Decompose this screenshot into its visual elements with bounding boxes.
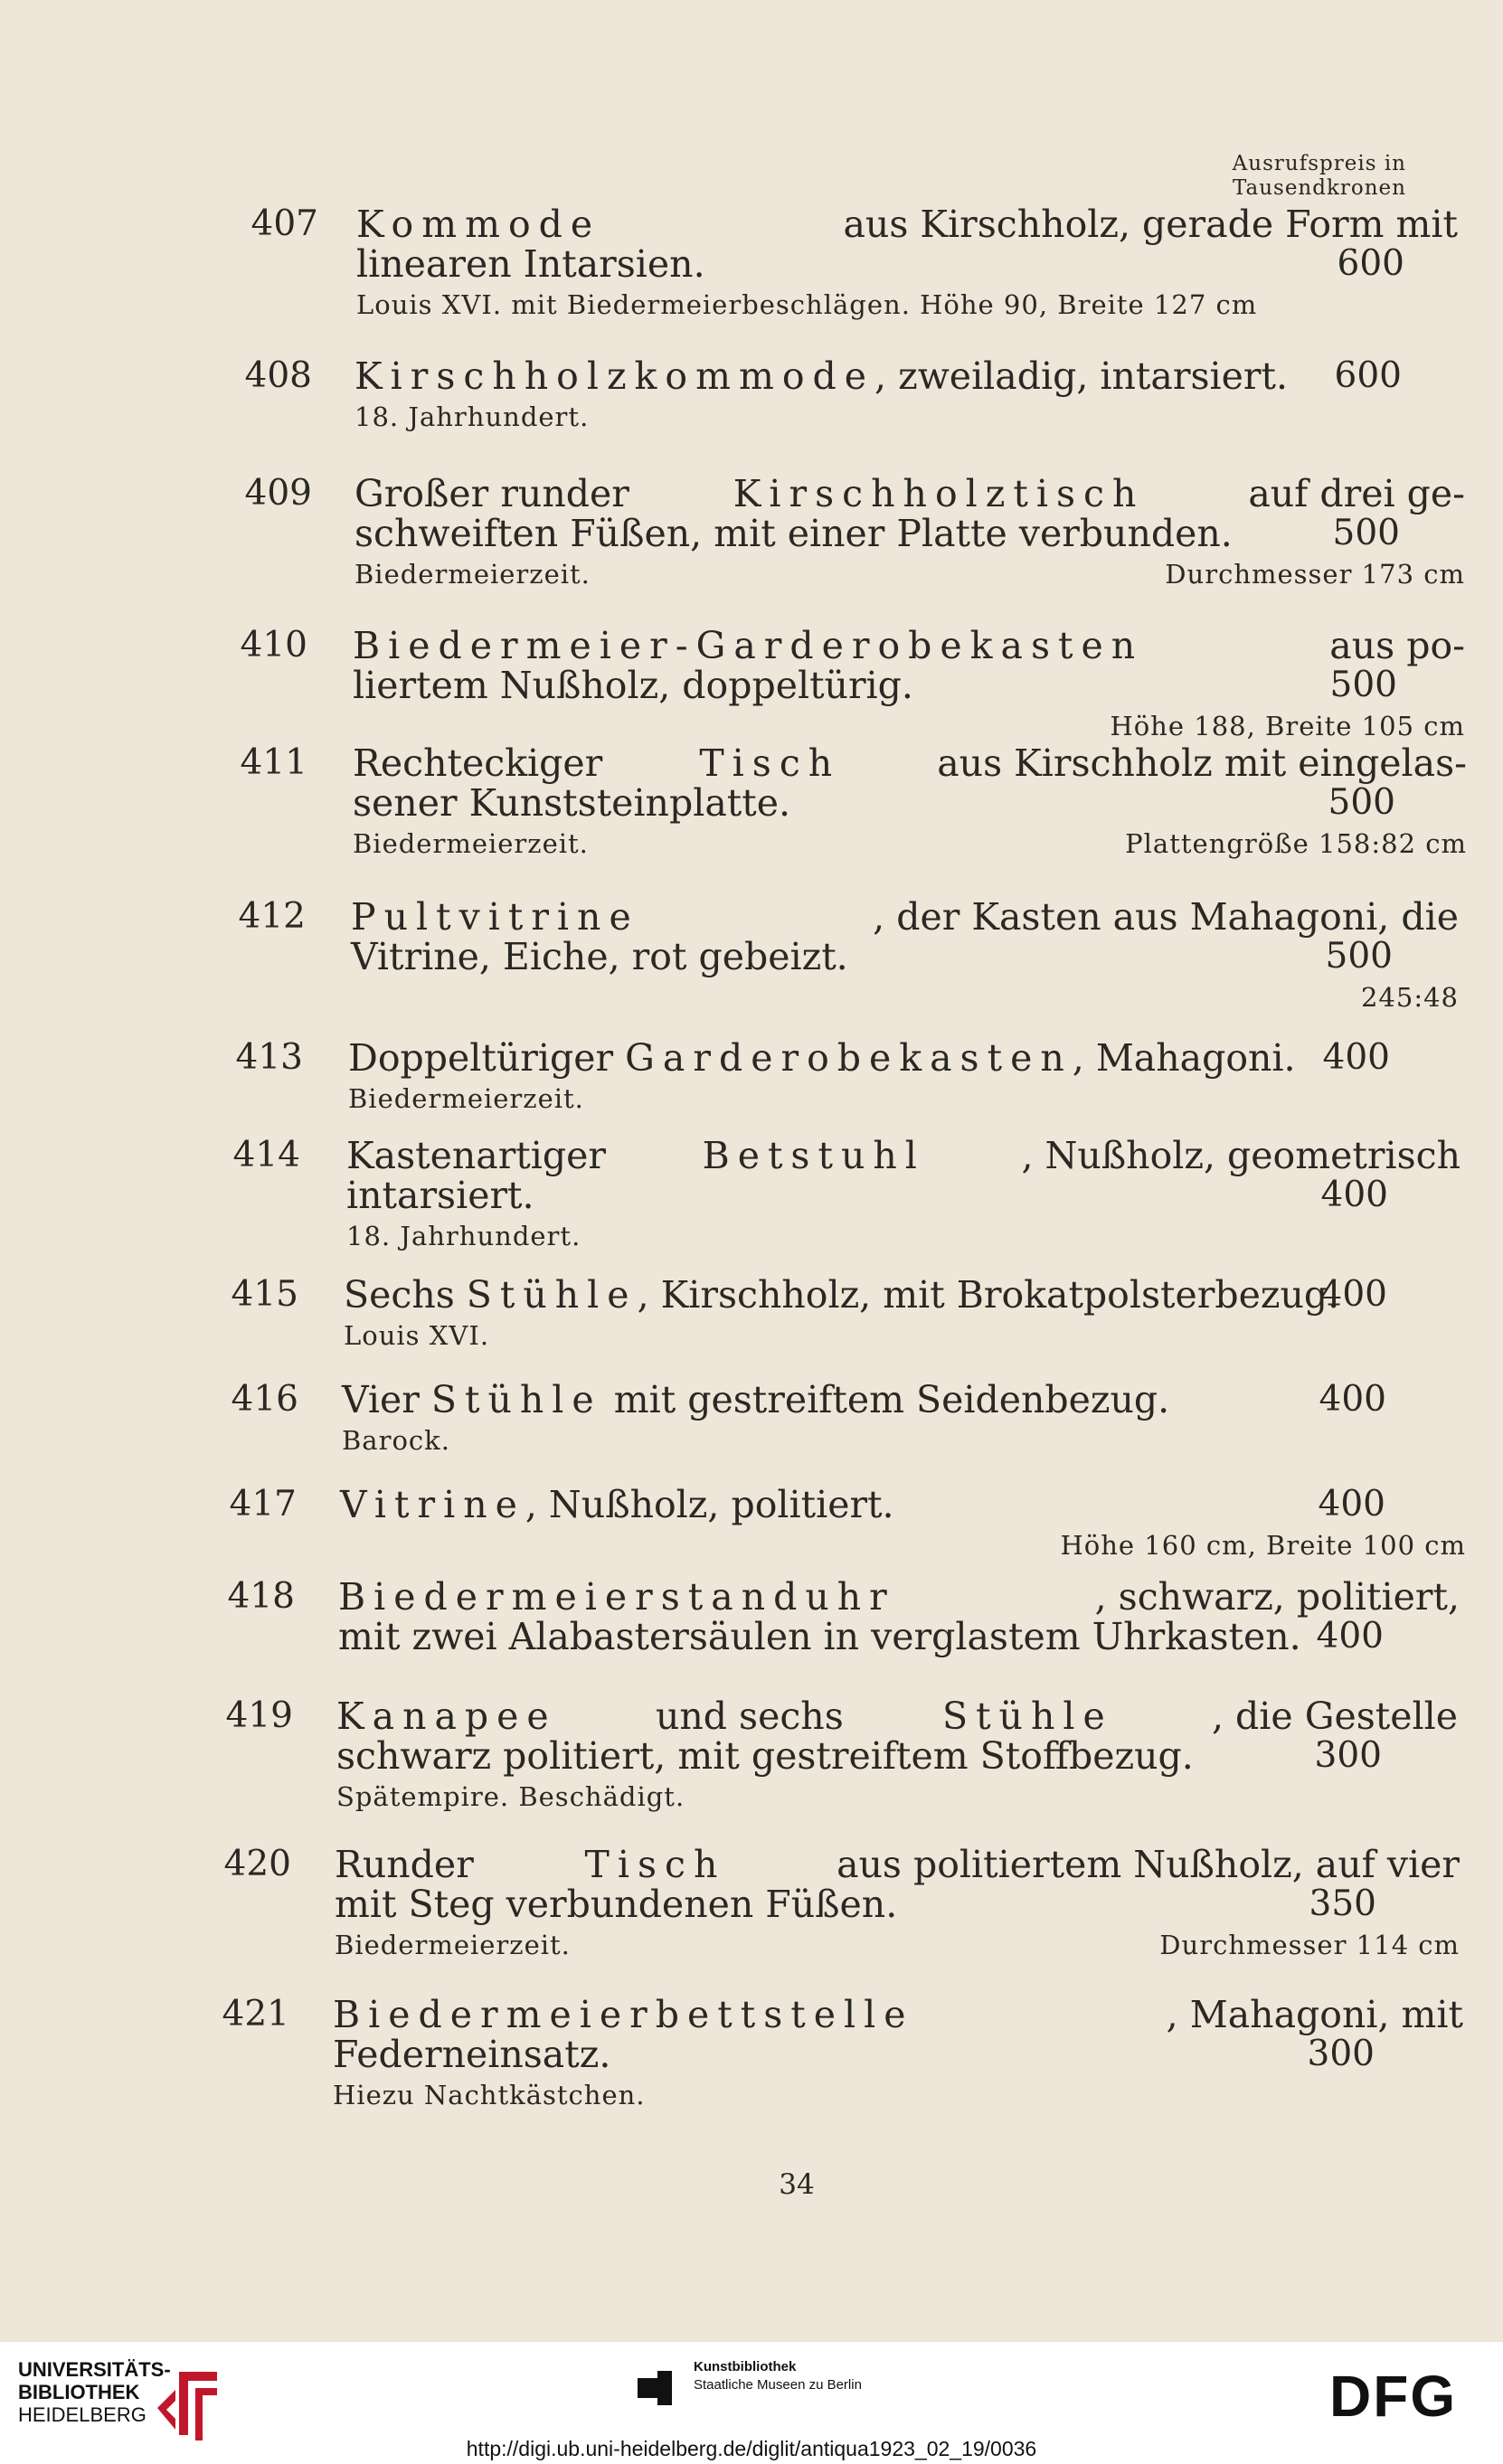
lot-note: Biedermeierzeit. xyxy=(335,1930,571,1960)
spaced-keyword: Kirschholzkommode xyxy=(354,354,875,398)
lot-description xyxy=(336,1696,1458,1817)
lot-details xyxy=(356,284,1458,326)
lot-number: 407 xyxy=(250,203,318,244)
svg-text:DFG: DFG xyxy=(1329,2365,1458,2429)
description-line xyxy=(338,1617,1460,1657)
description-text: schwarz politiert, mit gestreiftem Stoffbezug. xyxy=(336,1734,1194,1778)
lot-dimensions: 245:48 xyxy=(1360,982,1459,1013)
description-text: , Kirschholz, mit Brokatpolsterbezug. xyxy=(637,1273,1340,1317)
description-text: sener Kunststeinplatte. xyxy=(353,781,791,825)
spaced-keyword: Stühle xyxy=(466,1273,638,1317)
lot-description xyxy=(338,1577,1460,1657)
footer-bar xyxy=(0,2342,1503,2464)
description-text: , Mahagoni, mit xyxy=(1166,1993,1463,2036)
lot-price: 300 xyxy=(1307,2034,1375,2074)
lot-number: 417 xyxy=(229,1484,297,1525)
lot-price: 400 xyxy=(1319,1274,1387,1315)
description-text: aus politiertem Nußholz, auf vier xyxy=(837,1843,1460,1886)
lot-price: 400 xyxy=(1318,1484,1385,1525)
description-text: mit zwei Alabastersäulen in verglastem Uhrkasten. xyxy=(338,1615,1301,1658)
description-text: Federneinsatz. xyxy=(333,2033,611,2076)
spaced-keyword: Kanapee xyxy=(336,1695,557,1738)
lot-description xyxy=(353,626,1465,747)
kunstbibliothek-logo[interactable]: Kunstbibliothek Staatliche Museen zu Berlin xyxy=(638,2358,873,2412)
lot-price: 500 xyxy=(1325,936,1393,977)
lot-dimensions: Plattengröße 158:82 cm xyxy=(1125,828,1467,859)
lot-price: 500 xyxy=(1332,513,1400,553)
lot-details xyxy=(342,1420,1468,1461)
lot-price: 350 xyxy=(1309,1883,1376,1924)
lot-dimensions: Höhe 160 cm, Breite 100 cm xyxy=(1060,1530,1466,1561)
lot-note: Hiezu Nachtkästchen. xyxy=(333,2080,646,2110)
lot-details xyxy=(346,1215,1460,1257)
description-line xyxy=(336,1736,1458,1776)
description-text: aus Kirschholz mit eingelas- xyxy=(937,741,1467,785)
lot-number: 419 xyxy=(225,1695,293,1736)
description-line xyxy=(353,743,1467,783)
description-text: Rechteckiger xyxy=(353,741,603,785)
description-line xyxy=(333,1995,1463,2034)
lot-number: 415 xyxy=(231,1274,298,1315)
description-text: Kastenartiger xyxy=(346,1134,606,1177)
lot-note: Biedermeierzeit. xyxy=(354,559,591,590)
spaced-keyword: Kirschholztisch xyxy=(733,472,1145,515)
description-line xyxy=(335,1845,1460,1884)
lot-number: 412 xyxy=(238,896,306,937)
description-line xyxy=(346,1136,1460,1175)
lot-number: 413 xyxy=(235,1037,303,1078)
lot-description xyxy=(351,897,1459,1018)
spaced-keyword: Garderobekasten xyxy=(625,1036,1073,1080)
lot-dimensions: Durchmesser 114 cm xyxy=(1159,1930,1460,1960)
description-text: Doppeltüriger xyxy=(348,1036,626,1080)
lot-number: 411 xyxy=(240,742,307,783)
ub-emblem-icon xyxy=(154,2363,226,2444)
lot-dimensions: Durchmesser 173 cm xyxy=(1165,559,1465,590)
permalink-url[interactable]: http://digi.ub.uni-heidelberg.de/diglit/antiqua1923_02_19/0036 xyxy=(466,2437,1037,2460)
description-text: aus Kirschholz, gerade Form mit xyxy=(843,203,1458,246)
lot-number: 416 xyxy=(231,1379,298,1420)
description-text: mit Steg verbundenen Füßen. xyxy=(335,1883,898,1926)
spaced-keyword: Betstuhl xyxy=(702,1134,925,1177)
lot-description xyxy=(353,743,1467,864)
lot-dimensions: Höhe 188, Breite 105 cm xyxy=(1110,711,1465,741)
description-text: auf drei ge- xyxy=(1248,472,1465,515)
lot-price: 400 xyxy=(1322,1037,1390,1078)
description-line xyxy=(336,1696,1458,1736)
lot-description xyxy=(348,1038,1460,1119)
lot-number: 414 xyxy=(232,1135,300,1175)
description-text: , schwarz, politiert, xyxy=(1094,1575,1460,1619)
description-line xyxy=(354,474,1465,514)
description-text: Vier xyxy=(342,1378,431,1421)
lot-description xyxy=(346,1136,1460,1257)
spaced-keyword: Stühle xyxy=(430,1378,602,1421)
lot-details xyxy=(354,396,1462,438)
description-text: Vitrine, Eiche, rot gebeizt. xyxy=(351,935,848,978)
lot-price: 400 xyxy=(1320,1175,1388,1215)
lot-details xyxy=(336,1776,1458,1817)
description-text: , Nußholz, politiert. xyxy=(525,1483,894,1526)
spaced-keyword: Pultvitrine xyxy=(351,895,639,939)
description-line xyxy=(356,244,1458,284)
lot-note: Barock. xyxy=(342,1425,450,1456)
lot-number: 418 xyxy=(227,1576,295,1617)
description-line xyxy=(351,937,1459,977)
lot-number: 408 xyxy=(244,355,312,396)
lot-price: 500 xyxy=(1329,665,1397,705)
description-text: Großer runder xyxy=(354,472,629,515)
description-text: liertem Nußholz, doppeltürig. xyxy=(353,664,913,707)
description-line xyxy=(353,666,1465,705)
kunstbibliothek-emblem-icon xyxy=(638,2367,683,2408)
spaced-keyword: Biedermeier-Garderobekasten xyxy=(353,624,1144,667)
description-text: , Nußholz, geometrisch xyxy=(1021,1134,1460,1177)
description-text: , Mahagoni. xyxy=(1072,1036,1296,1080)
description-text: und sechs xyxy=(655,1695,844,1738)
lot-price: 500 xyxy=(1328,782,1395,823)
spaced-keyword: Biedermeierstanduhr xyxy=(338,1575,895,1619)
description-text: , die Gestelle xyxy=(1211,1695,1458,1738)
lot-number: 409 xyxy=(244,473,312,514)
lot-description xyxy=(356,204,1458,326)
description-text: Sechs xyxy=(344,1273,467,1317)
lot-description xyxy=(354,356,1462,438)
lot-number: 410 xyxy=(240,625,307,666)
spaced-keyword: Biedermeierbettstelle xyxy=(333,1993,914,2036)
lot-price: 400 xyxy=(1319,1379,1386,1420)
lot-details xyxy=(351,977,1459,1018)
lot-price: 600 xyxy=(1334,355,1402,396)
description-line xyxy=(354,356,1462,396)
dfg-logo[interactable] xyxy=(1329,2365,1483,2429)
lot-note: Spätempire. Beschädigt. xyxy=(336,1781,685,1812)
page-number: 34 xyxy=(779,2168,815,2201)
description-text: intarsiert. xyxy=(346,1174,534,1217)
description-line xyxy=(351,897,1459,937)
lot-note: Louis XVI. xyxy=(344,1320,490,1351)
description-text: , zweiladig, intarsiert. xyxy=(874,354,1288,398)
lot-details xyxy=(354,553,1465,595)
description-line xyxy=(354,514,1465,553)
lot-number: 420 xyxy=(223,1844,291,1884)
lot-details xyxy=(344,1315,1470,1356)
dfg-logo-mark xyxy=(1329,2365,1483,2429)
description-line xyxy=(353,783,1467,823)
spaced-keyword: Tisch xyxy=(699,741,841,785)
lot-description xyxy=(354,474,1465,595)
lot-note: Biedermeierzeit. xyxy=(348,1083,584,1114)
description-line xyxy=(346,1175,1460,1215)
lot-details xyxy=(353,823,1467,864)
description-line xyxy=(353,626,1465,666)
column-header-price: Ausrufspreis in Tausendkronen xyxy=(1232,152,1406,200)
description-text: Runder xyxy=(335,1843,474,1886)
spaced-keyword: Stühle xyxy=(941,1695,1113,1738)
lot-price: 400 xyxy=(1316,1616,1384,1657)
lot-note: 18. Jahrhundert. xyxy=(346,1221,581,1251)
spaced-keyword: Kommode xyxy=(356,203,601,246)
spaced-keyword: Vitrine xyxy=(340,1483,525,1526)
description-text: , der Kasten aus Mahagoni, die xyxy=(873,895,1459,939)
description-text: linearen Intarsien. xyxy=(356,242,705,286)
lot-note: 18. Jahrhundert. xyxy=(354,401,590,432)
lot-note: Louis XVI. mit Biedermeierbeschlägen. Höhe 90, Breite 127 cm xyxy=(356,289,1258,320)
description-text: mit gestreiftem Seidenbezug. xyxy=(601,1378,1170,1421)
lot-number: 421 xyxy=(222,1994,289,2034)
lot-price: 300 xyxy=(1314,1735,1382,1776)
description-line xyxy=(356,204,1458,244)
lot-note: Biedermeierzeit. xyxy=(353,828,589,859)
description-line xyxy=(338,1577,1460,1617)
lot-details xyxy=(348,1078,1460,1119)
lot-details xyxy=(333,2074,1463,2116)
description-line xyxy=(348,1038,1460,1078)
ub-heidelberg-logo[interactable]: UNIVERSITÄTS- BIBLIOTHEK HEIDELBERG xyxy=(18,2358,235,2458)
lot-details xyxy=(335,1924,1460,1966)
lot-details xyxy=(340,1525,1466,1566)
description-text: schweiften Füßen, mit einer Platte verbunden. xyxy=(354,512,1233,555)
lot-price: 600 xyxy=(1337,243,1404,284)
spaced-keyword: Tisch xyxy=(584,1843,726,1886)
description-text: aus po- xyxy=(1329,624,1465,667)
